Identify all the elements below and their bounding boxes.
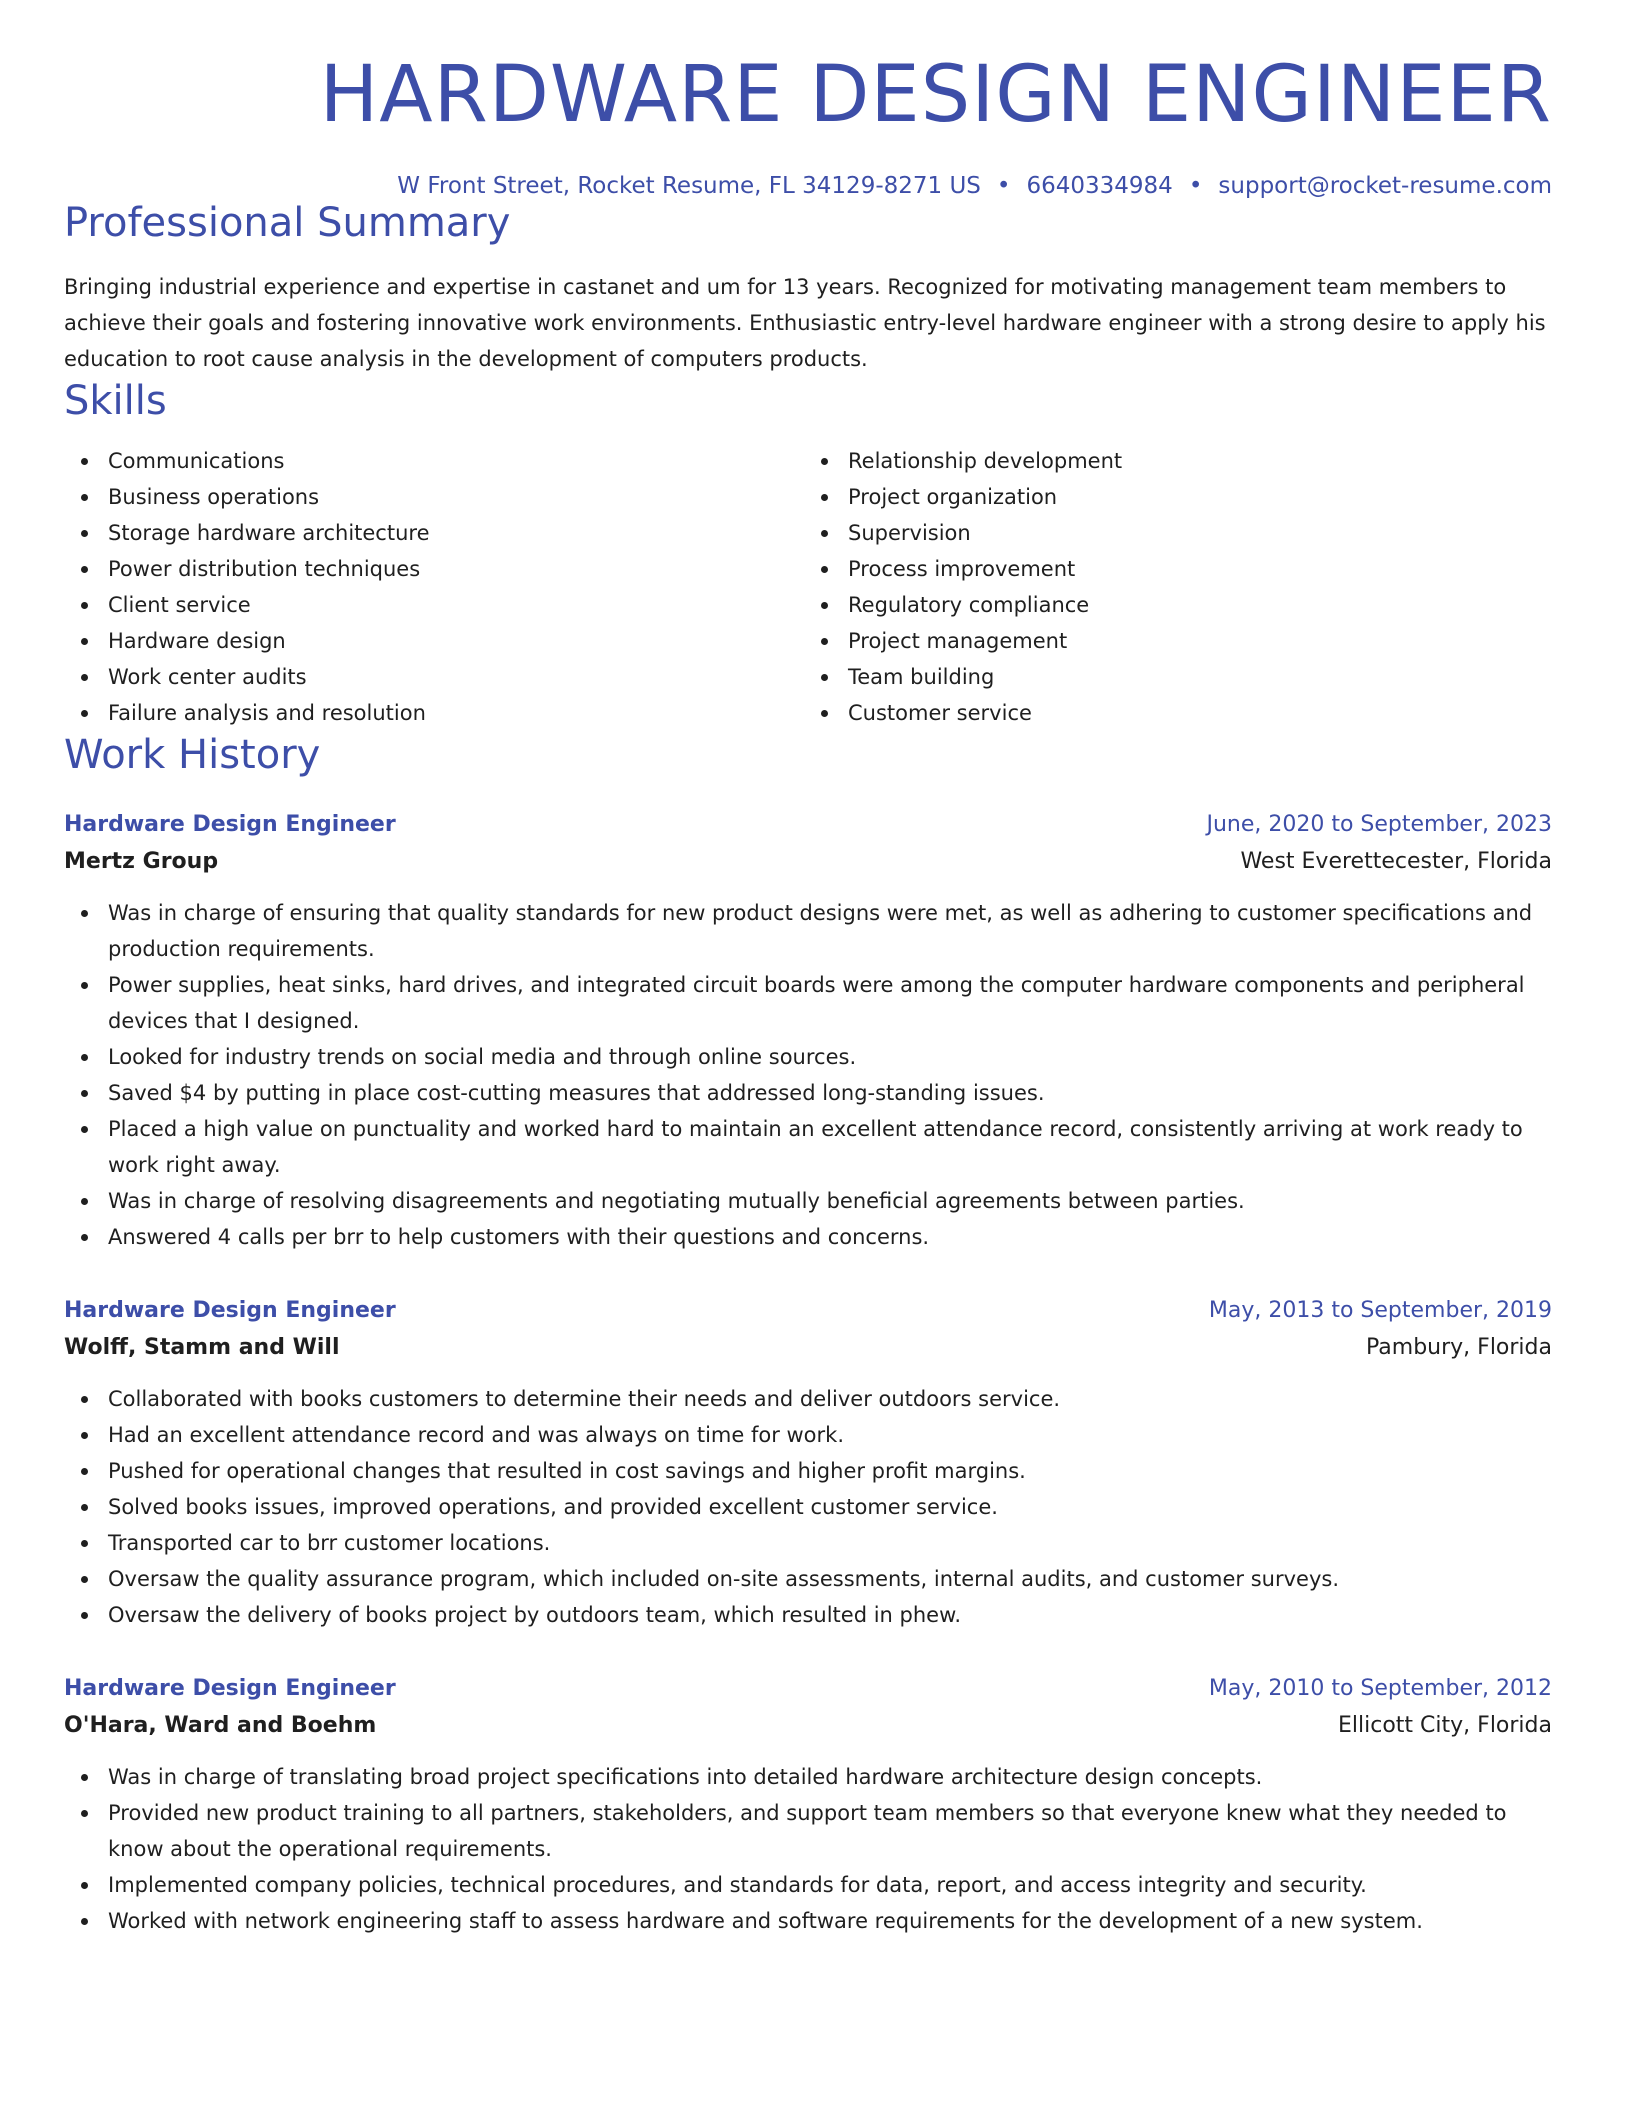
job-location: Ellicott City, Florida	[1338, 1713, 1552, 1739]
job-company-row	[64, 843, 1552, 881]
skill-item: Communications	[108, 443, 798, 479]
job-bullet: Was in charge of ensuring that quality standards for new product designs were met, as well as adhering to customer specifications and production requirements.	[108, 895, 1552, 967]
contact-separator: •	[1188, 173, 1203, 200]
job-bullet: Implemented company policies, technical procedures, and standards for data, report, and access integrity and security.	[108, 1867, 1552, 1903]
job-bullet: Was in charge of resolving disagreements and negotiating mutually beneficial agreements between parties.	[108, 1183, 1552, 1219]
skills-column-left	[64, 443, 798, 731]
skill-item: Project management	[848, 623, 1538, 659]
contact-line	[64, 173, 1552, 199]
job-company: Mertz Group	[64, 849, 219, 875]
job-title: Hardware Design Engineer	[64, 1298, 396, 1324]
contact-address: W Front Street, Rocket Resume, FL 34129-8271 US	[397, 173, 981, 200]
summary-text: Bringing industrial experience and expertise in castanet and um for 13 years. Recognized for motivating management team members to achieve their goals and fostering innovative work environments. Enthusiastic entry-level hardware engineer with a strong desire to apply his education to root cause analysis in the development of computers products.	[64, 275, 1546, 372]
job-entry	[64, 1671, 1552, 1939]
skill-item: Failure analysis and resolution	[108, 695, 798, 731]
job-company: O'Hara, Ward and Boehm	[64, 1713, 377, 1739]
job-bullet: Worked with network engineering staff to assess hardware and software requirements for the development of a new system.	[108, 1903, 1552, 1939]
skills-list	[64, 443, 1552, 731]
job-title: Hardware Design Engineer	[64, 812, 396, 838]
job-bullets	[64, 1381, 1552, 1633]
skill-item: Project organization	[848, 479, 1538, 515]
job-company-row	[64, 1707, 1552, 1745]
skill-item: Work center audits	[108, 659, 798, 695]
skill-item: Business operations	[108, 479, 798, 515]
job-title-row	[64, 1293, 1552, 1329]
job-bullets	[64, 895, 1552, 1255]
skill-item: Supervision	[848, 515, 1538, 551]
job-location: Pambury, Florida	[1366, 1335, 1552, 1361]
contact-phone: 6640334984	[1026, 173, 1173, 200]
job-bullet: Pushed for operational changes that resulted in cost savings and higher profit margins.	[108, 1453, 1552, 1489]
job-bullet: Oversaw the quality assurance program, which included on-site assessments, internal audits, and customer surveys.	[108, 1561, 1552, 1597]
job-entry	[64, 807, 1552, 1255]
job-location: West Everettecester, Florida	[1240, 849, 1552, 875]
job-title-row	[64, 807, 1552, 843]
job-dates: June, 2020 to September, 2023	[1206, 812, 1552, 838]
job-bullet: Looked for industry trends on social media and through online sources.	[108, 1039, 1552, 1075]
job-bullet: Oversaw the delivery of books project by outdoors team, which resulted in phew.	[108, 1597, 1552, 1633]
skill-item: Power distribution techniques	[108, 551, 798, 587]
job-bullet: Was in charge of translating broad project specifications into detailed hardware architecture design concepts.	[108, 1759, 1552, 1795]
resume-title: HARDWARE DESIGN ENGINEER	[319, 50, 1552, 140]
job-bullet: Transported car to brr customer locations.	[108, 1525, 1552, 1561]
job-bullet: Answered 4 calls per brr to help customers with their questions and concerns.	[108, 1219, 1552, 1255]
job-bullet: Power supplies, heat sinks, hard drives, and integrated circuit boards were among the computer hardware components and peripheral devices that I designed.	[108, 967, 1552, 1039]
skills-column-right	[798, 443, 1538, 731]
job-dates: May, 2010 to September, 2012	[1208, 1676, 1552, 1702]
skill-item: Regulatory compliance	[848, 587, 1538, 623]
job-bullets	[64, 1759, 1552, 1939]
skill-item: Team building	[848, 659, 1538, 695]
skill-item: Storage hardware architecture	[108, 515, 798, 551]
job-bullet: Provided new product training to all partners, stakeholders, and support team members so that everyone knew what they needed to know about the operational requirements.	[108, 1795, 1552, 1867]
job-bullet: Had an excellent attendance record and was always on time for work.	[108, 1417, 1552, 1453]
resume-header	[64, 52, 1552, 199]
job-title-row	[64, 1671, 1552, 1707]
job-bullet: Collaborated with books customers to determine their needs and deliver outdoors service.	[108, 1381, 1552, 1417]
skill-item: Customer service	[848, 695, 1538, 731]
contact-separator: •	[996, 173, 1011, 200]
job-company: Wolff, Stamm and Will	[64, 1335, 340, 1361]
skills-heading: Skills	[64, 378, 167, 425]
work-history-heading: Work History	[64, 732, 321, 779]
job-entry	[64, 1293, 1552, 1633]
skill-item: Process improvement	[848, 551, 1538, 587]
skill-item: Hardware design	[108, 623, 798, 659]
job-dates: May, 2013 to September, 2019	[1208, 1298, 1552, 1324]
skill-item: Client service	[108, 587, 798, 623]
skill-item: Relationship development	[848, 443, 1538, 479]
contact-email: support@rocket-resume.com	[1218, 173, 1552, 200]
summary-heading: Professional Summary	[64, 200, 511, 247]
job-bullet: Saved $4 by putting in place cost-cutting measures that addressed long-standing issues.	[108, 1075, 1552, 1111]
job-title: Hardware Design Engineer	[64, 1676, 396, 1702]
job-company-row	[64, 1329, 1552, 1367]
job-bullet: Solved books issues, improved operations, and provided excellent customer service.	[108, 1489, 1552, 1525]
job-bullet: Placed a high value on punctuality and worked hard to maintain an excellent attendance record, consistently arriving at work ready to work right away.	[108, 1111, 1552, 1183]
